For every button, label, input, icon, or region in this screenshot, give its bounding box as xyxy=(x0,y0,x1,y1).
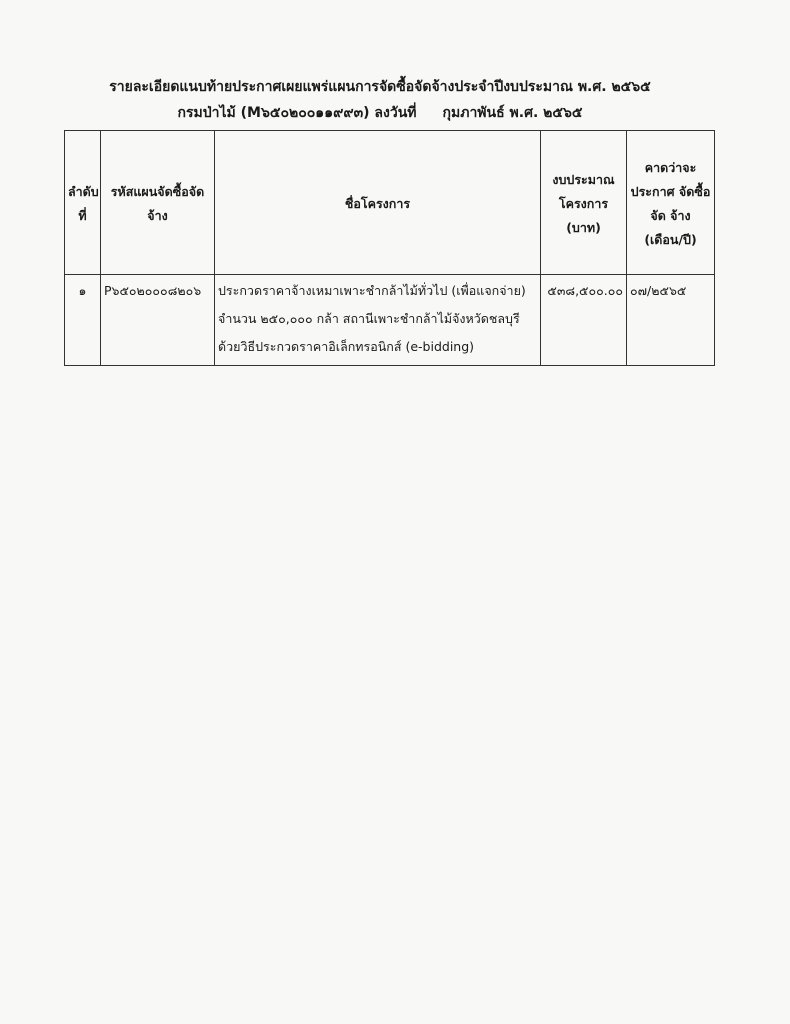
cell-order: ๑ xyxy=(65,275,101,366)
document-subtitle xyxy=(0,104,760,122)
document-title: รายละเอียดแนบท้ายประกาศเผยแพร่แผนการจัดซื้อจัดจ้างประจำปีงบประมาณ พ.ศ. ๒๕๖๕ xyxy=(109,79,651,95)
table-row xyxy=(65,275,715,366)
column-header-budget: งบประมาณ โครงการ (บาท) xyxy=(541,131,627,275)
procurement-plan-table xyxy=(64,130,715,366)
table-header-row xyxy=(65,131,715,275)
subtitle-department-date-label: กรมป่าไม้ (M๖๕๐๒๐๐๑๑๙๙๓) ลงวันที่ xyxy=(177,105,417,121)
cell-expected-date: ๐๗/๒๕๖๕ xyxy=(627,275,715,366)
project-name-line: ด้วยวิธีประกวดราคาอิเล็กทรอนิกส์ (e-bidding) xyxy=(218,339,475,354)
column-header-order: ลำดับ ที่ xyxy=(65,131,101,275)
cell-project-name xyxy=(215,275,541,366)
column-header-project-name: ชื่อโครงการ xyxy=(215,131,541,275)
column-header-expected-date: คาดว่าจะ ประกาศ จัดซื้อจัด จ้าง (เดือน/ปี) xyxy=(627,131,715,275)
project-name-line: ประกวดราคาจ้างเหมาเพาะชำกล้าไม้ทั่วไป (เพื่อแจกจ่าย) xyxy=(218,283,526,298)
column-header-plan-code: รหัสแผนจัดซื้อจัด จ้าง xyxy=(101,131,215,275)
cell-budget: ๕๓๘,๕๐๐.๐๐ xyxy=(541,275,627,366)
project-name-line: จำนวน ๒๕๐,๐๐๐ กล้า สถานีเพาะชำกล้าไม้จังหวัดชลบุรี xyxy=(218,311,520,326)
subtitle-month-year: กุมภาพันธ์ พ.ศ. ๒๕๖๕ xyxy=(442,105,583,121)
cell-plan-code: P๖๕๐๒๐๐๐๘๒๐๖ xyxy=(101,275,215,366)
